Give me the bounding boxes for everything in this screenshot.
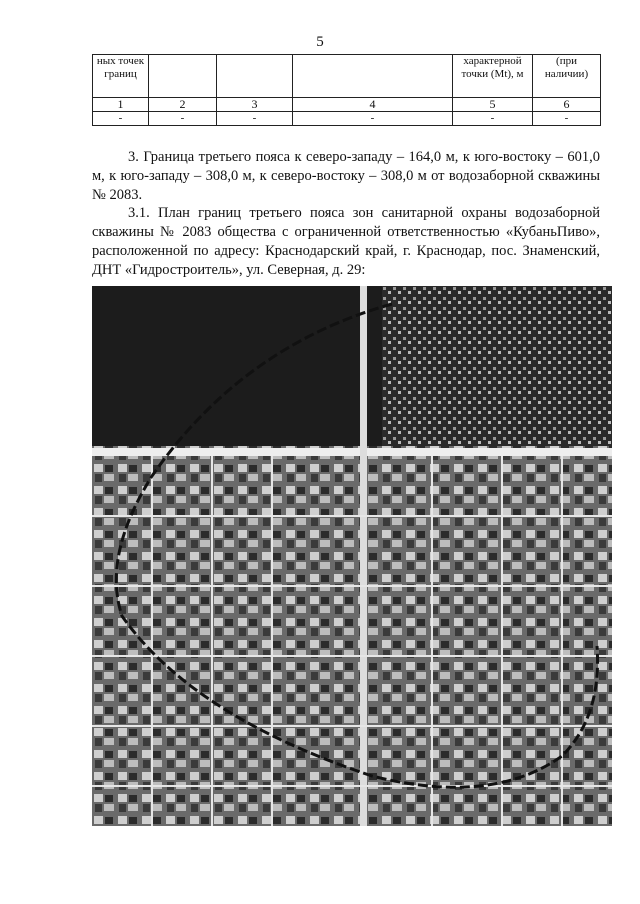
page-number: 5 [316,34,324,50]
paragraph-third-belt-boundary [92,148,600,205]
table-cell: - [533,112,601,126]
table-cell: - [293,112,453,126]
table-header-row [93,55,601,98]
table-column-numbers-row [93,98,601,112]
column-number: 4 [293,98,453,112]
table-header-cell [293,55,453,98]
table-header-cell [149,55,217,98]
table-cell: - [453,112,533,126]
vertical-road [360,286,367,826]
table-row [93,112,601,126]
table-header-cell [217,55,293,98]
boundary-points-table [92,54,601,126]
dark-field-area [92,286,382,446]
column-number: 2 [149,98,217,112]
column-number: 3 [217,98,293,112]
paragraph-plan-description [92,204,600,280]
dense-built-area [382,286,612,446]
table-header-cell: характерной точки (Mt), м [453,55,533,98]
table-cell: - [149,112,217,126]
paragraph-text: 3.1. План границ третьего пояса зон санитарной охраны водозаборной скважины № 2083 общества с ограниченной ответственностью «КубаньПиво», расположенной по адресу: Краснодарский край, г. Краснодар, пос. Знаменский, ДНТ «Гидростроитель», ул. Северная, д. 29: [92,205,600,278]
column-number: 1 [93,98,149,112]
paragraph-text: 3. Граница третьего пояса к северо-западу – 164,0 м, к юго-востоку – 601,0 м, к юго-западу – 308,0 м, к северо-востоку – 308,0 м от водозаборной скважины № 2083. [92,149,600,203]
column-number: 6 [533,98,601,112]
aerial-map-image [92,286,612,826]
table-cell: - [217,112,293,126]
table-cell: - [93,112,149,126]
table-header-cell: ных точек границ [93,55,149,98]
table-header-cell: (при наличии) [533,55,601,98]
column-number: 5 [453,98,533,112]
